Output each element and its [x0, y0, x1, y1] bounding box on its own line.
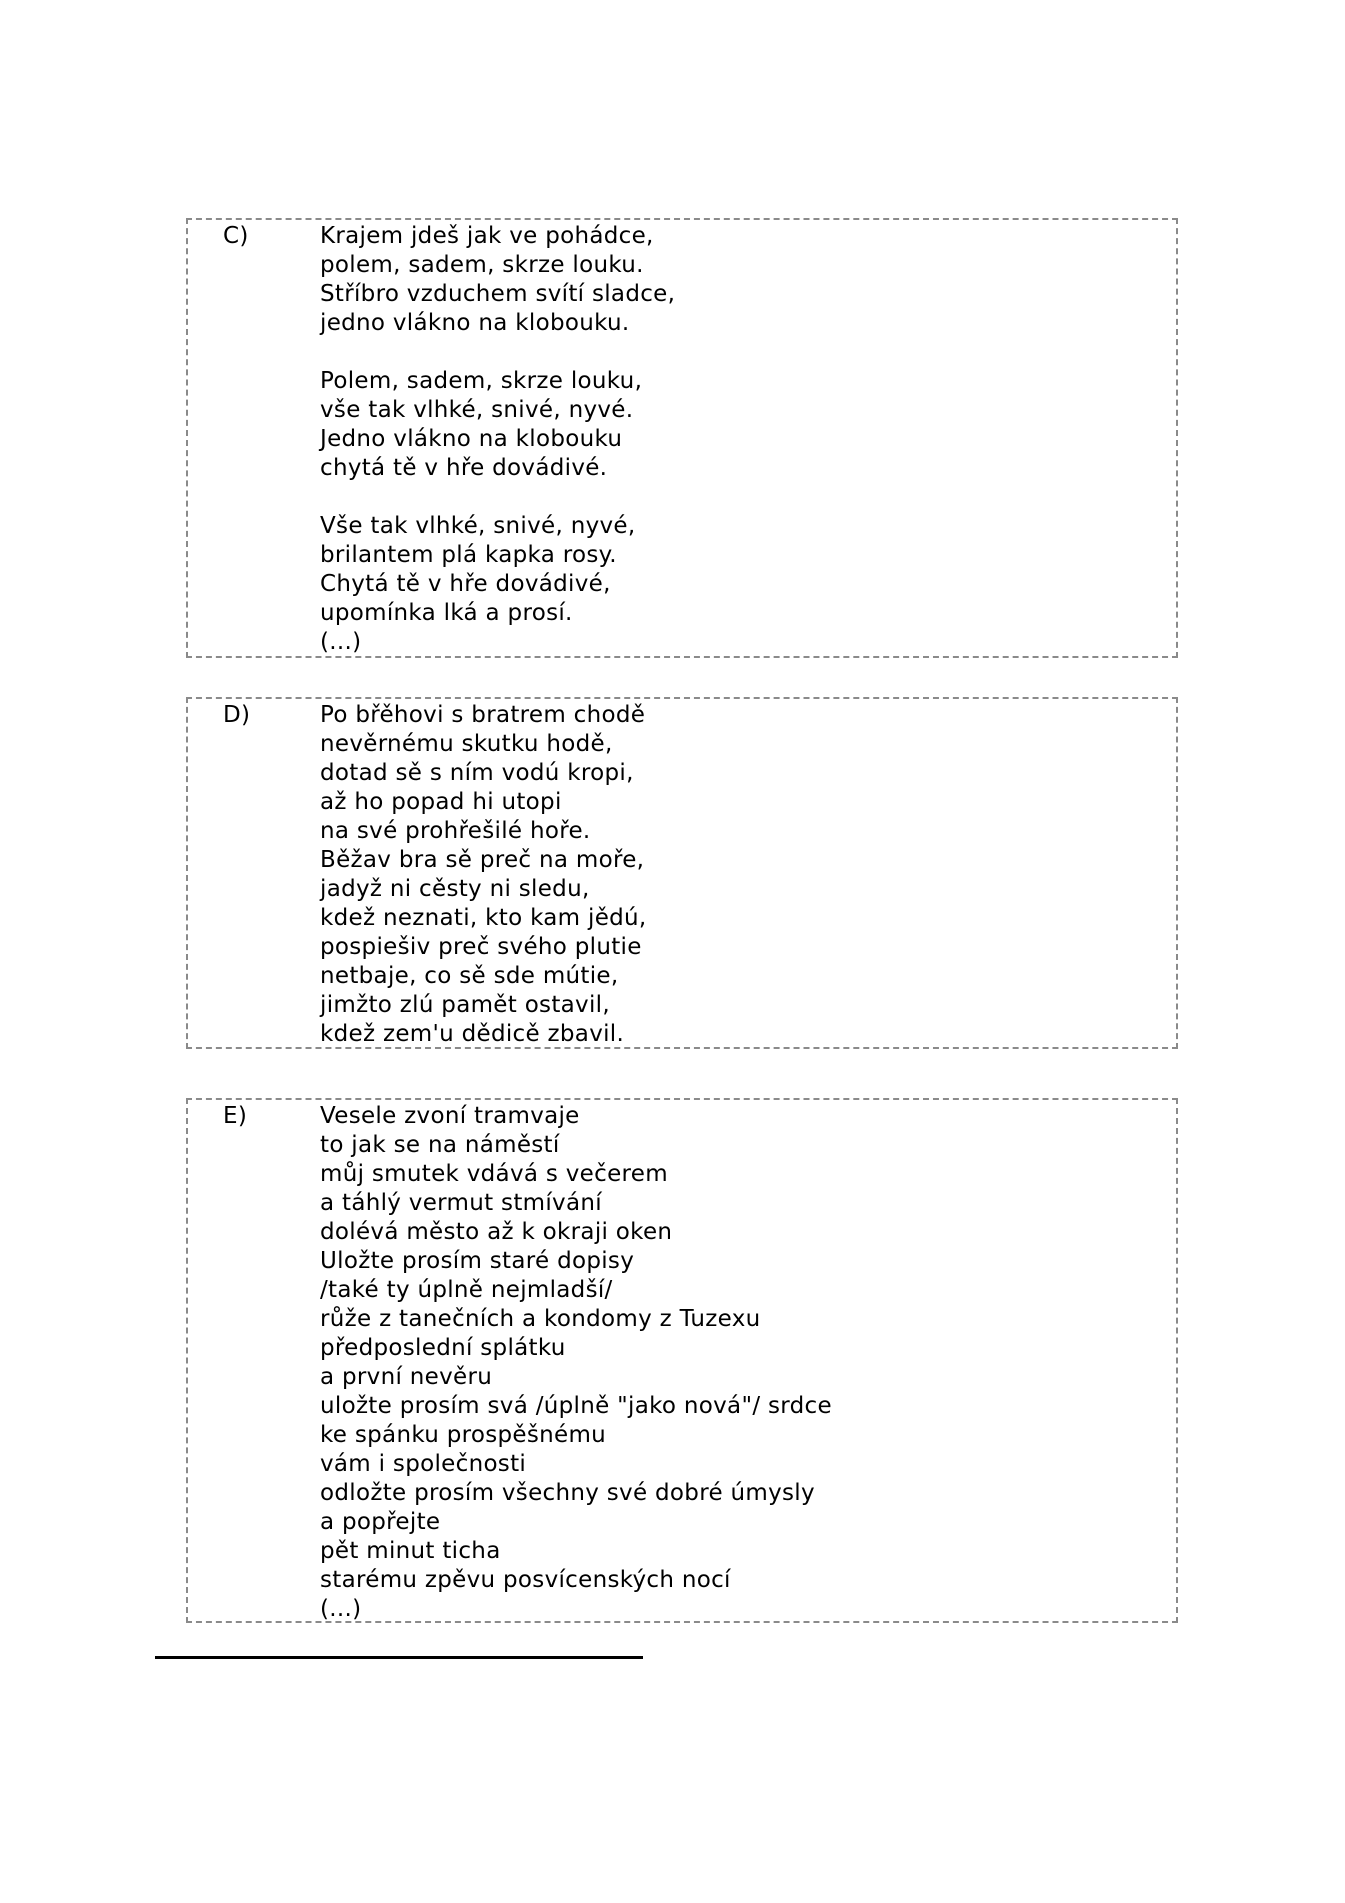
- poem-line: brilantem plá kapka rosy.: [320, 542, 617, 568]
- poem-box-c: [186, 218, 1178, 658]
- poem-line: Polem, sadem, skrze louku,: [320, 368, 643, 394]
- stanza-gap: [320, 338, 675, 367]
- poem-line: Po břěhovi s bratrem chodě: [320, 702, 646, 728]
- poem-line: Vesele zvoní tramvaje: [320, 1103, 580, 1129]
- poem-line: až ho popad hi utopi: [320, 789, 562, 815]
- poem-line: uložte prosím svá /úplně "jako nová"/ srdce: [320, 1393, 832, 1419]
- poem-line: nevěrnému skutku hodě,: [320, 731, 613, 757]
- poem-line: a popřejte: [320, 1509, 441, 1535]
- poem-line: předposlední splátku: [320, 1335, 566, 1361]
- poem-line: dotad sě s ním vodú kropi,: [320, 760, 634, 786]
- poem-line: pospiešiv preč svého plutie: [320, 934, 642, 960]
- poem-line: ke spánku prospěšnému: [320, 1422, 607, 1448]
- poem-line: Běžav bra sě preč na moře,: [320, 847, 645, 873]
- poem-line: upomínka lká a prosí.: [320, 600, 573, 626]
- poem-line: jadyž ni cěsty ni sledu,: [320, 876, 590, 902]
- poem-line: kdež zem'u dědicě zbavil.: [320, 1021, 625, 1047]
- poem-line: Krajem jdeš jak ve pohádce,: [320, 223, 654, 249]
- poem-box-e: [186, 1098, 1178, 1623]
- poem-line: jedno vlákno na klobouku.: [320, 310, 630, 336]
- poem-line: vše tak vlhké, snivé, nyvé.: [320, 397, 634, 423]
- poem-line: můj smutek vdává s večerem: [320, 1161, 668, 1187]
- poem-line: starému zpěvu posvícenských nocí: [320, 1567, 731, 1593]
- poem-line: to jak se na náměstí: [320, 1132, 560, 1158]
- poem-text-d: [320, 701, 647, 1049]
- poem-text-c: [320, 222, 675, 657]
- poem-line: jimžto zlú pamět ostavil,: [320, 992, 610, 1018]
- poem-line: Vše tak vlhké, snivé, nyvé,: [320, 513, 636, 539]
- poem-line: růže z tanečních a kondomy z Tuzexu: [320, 1306, 761, 1332]
- poem-line: netbaje, co sě sde mútie,: [320, 963, 619, 989]
- poem-line: dolévá město až k okraji oken: [320, 1219, 673, 1245]
- poem-line: Uložte prosím staré dopisy: [320, 1248, 635, 1274]
- footnote-separator: [155, 1656, 643, 1659]
- poem-line: (...): [320, 629, 362, 655]
- stanza-gap: [320, 483, 675, 512]
- poem-line: vám i společnosti: [320, 1451, 527, 1477]
- poem-line: a táhlý vermut stmívání: [320, 1190, 602, 1216]
- poem-line: na své prohřešilé hoře.: [320, 818, 591, 844]
- poem-line: Chytá tě v hře dovádivé,: [320, 571, 611, 597]
- poem-label-c: C): [223, 223, 249, 249]
- poem-text-e: [320, 1102, 832, 1624]
- poem-line: pět minut ticha: [320, 1538, 501, 1564]
- poem-line: /také ty úplně nejmladší/: [320, 1277, 613, 1303]
- poem-line: Stříbro vzduchem svítí sladce,: [320, 281, 676, 307]
- poem-label-e: E): [223, 1103, 248, 1129]
- poem-box-d: [186, 697, 1178, 1049]
- poem-line: kdež neznati, kto kam jědú,: [320, 905, 647, 931]
- poem-line: polem, sadem, skrze louku.: [320, 252, 644, 278]
- poem-line: a první nevěru: [320, 1364, 493, 1390]
- poem-line: Jedno vlákno na klobouku: [320, 426, 623, 452]
- poem-line: odložte prosím všechny své dobré úmysly: [320, 1480, 815, 1506]
- poem-label-d: D): [223, 702, 251, 728]
- poem-line: chytá tě v hře dovádivé.: [320, 455, 608, 481]
- poem-line: (...): [320, 1596, 362, 1622]
